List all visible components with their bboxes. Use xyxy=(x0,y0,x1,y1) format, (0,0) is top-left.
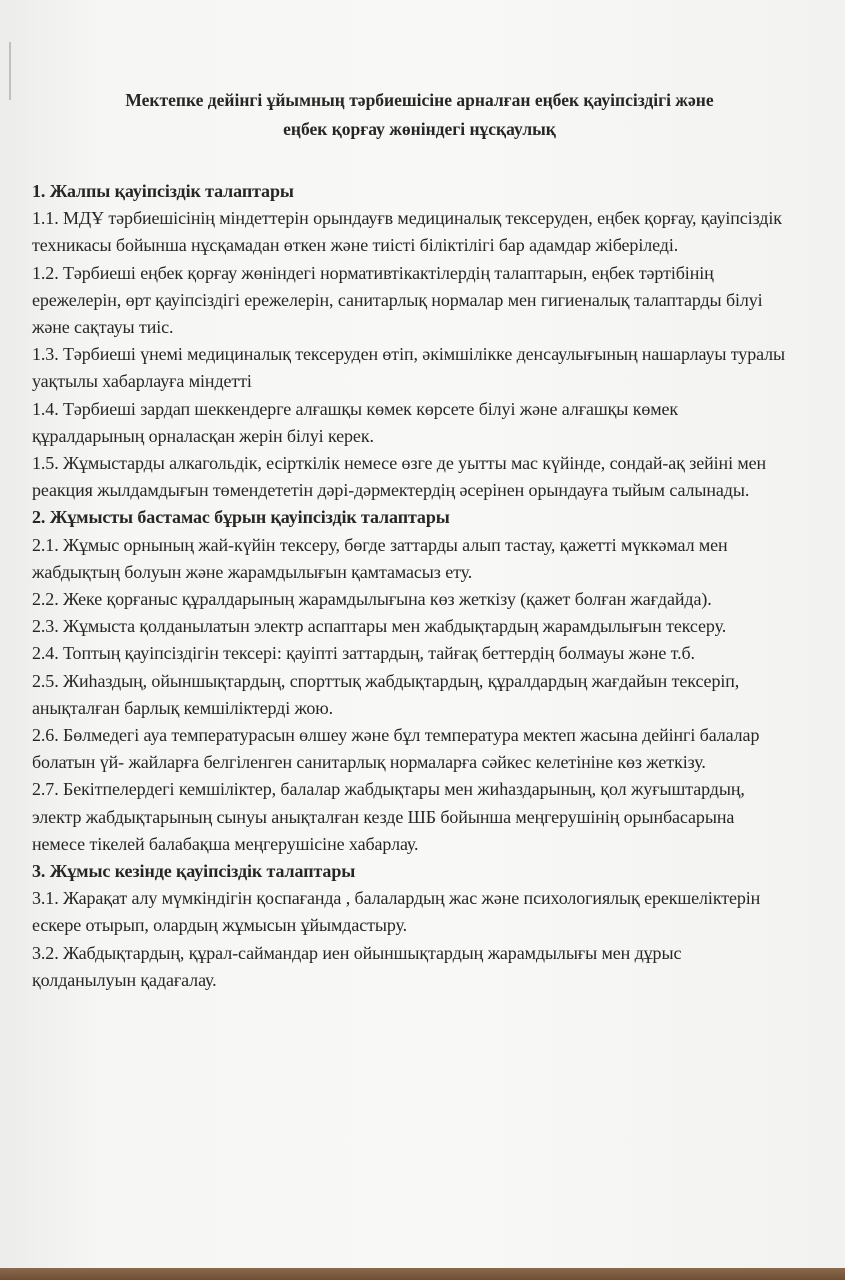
clause-2-7: 2.7. Бекітпелердегі кемшіліктер, балалар жабдықтары мен жиһаздарының, қол жуғыштардың, электр жабдықтарының сынуы анықталған кезде ШБ бойынша меңгерушінің орынбасарына немесе тікелей балабақша меңгерушісіне хабарлау. xyxy=(32,779,745,854)
clause-2-1: 2.1. Жұмыс орнының жай-күйін тексеру, бөгде заттарды алып тастау, қажетті мүккәмал мен жабдықтың болуын және жарамдылығын қамтамасыз ету. xyxy=(32,534,728,582)
clause-3-1: 3.1. Жарақат алу мүмкіндігін қоспағанда , балалардың жас және психологиялық ерекшеліктерін ескере отырып, олардың жұмысын ұйымдастыру. xyxy=(32,888,761,936)
section-heading-2: 2. Жұмысты бастамас бұрын қауіпсіздік талаптары xyxy=(32,507,450,528)
document-title xyxy=(52,86,787,144)
clause-2-5: 2.5. Жиһаздың, ойыншықтардың, спорттық жабдықтардың, құралдардың жағдайын тексеріп, анықталған барлық кемшіліктерді жою. xyxy=(32,670,740,718)
clause-3-2: 3.2. Жабдықтардың, құрал-саймандар иен ойыншықтардың жарамдылығы мен дұрыс қолданылуын қадағалау. xyxy=(32,942,682,990)
clause-2-4: 2.4. Топтың қауіпсіздігін тексері: қауіпті заттардың, тайғақ беттердің болмауы және т.б. xyxy=(32,643,695,664)
section-heading-3: 3. Жұмыс кезінде қауіпсіздік талаптары xyxy=(32,861,356,882)
clause-2-6: 2.6. Бөлмедегі ауа температурасын өлшеу және бұл температура мектеп жасына дейінгі балалар болатын үй- жайларға белгіленген санитарлық нормаларға сәйкес келетініне көз жеткізу. xyxy=(32,725,760,773)
clause-2-3: 2.3. Жұмыста қолданылатын электр аспаптары мен жабдықтардың жарамдылығын тексеру. xyxy=(32,616,727,637)
title-line-1: Мектепке дейінгі ұйымның тәрбиешісіне арналған еңбек қауіпсіздігі және xyxy=(125,90,714,110)
title-line-2: еңбек қорғау жөніндегі нұсқаулық xyxy=(283,119,556,139)
clause-2-2: 2.2. Жеке қорғаныс құралдарының жарамдылығына көз жеткізу (қажет болған жағдайда). xyxy=(32,589,712,610)
clause-1-3: 1.3. Тәрбиеші үнемі медициналық тексеруден өтіп, әкімшілікке денсаулығының нашарлауы туралы уақтылы хабарлауға міндетті xyxy=(32,344,786,392)
document-body xyxy=(32,178,787,994)
photo-bottom-edge xyxy=(0,1268,845,1280)
clause-1-1: 1.1. МДҰ тәрбиешісінің міндеттерін орындауғв медициналық тексеруден, еңбек қорғау, қауіпсіздік техникасы бойынша нұсқамадан өткен және тиісті біліктілігі бар адамдар жіберіледі. xyxy=(32,208,782,256)
clause-1-2: 1.2. Тәрбиеші еңбек қорғау жөніндегі нормативтікактілердің талаптарын, еңбек тәртібінің ережелерін, өрт қауіпсіздігі ережелерін, санитарлық нормалар мен гигиеналық талаптарды білуі және сақтауы тиіс. xyxy=(32,262,763,338)
margin-mark xyxy=(9,42,11,100)
clause-1-5: 1.5. Жұмыстарды алкагольдік, есірткілік немесе өзге де уытты мас күйінде, сондай-ақ зейіні мен реакция жылдамдығын төмендететін дәрі-дәрмектердің әсерінен орындауға тыйым салынады. xyxy=(32,453,767,501)
section-heading-1: 1. Жалпы қауіпсіздік талаптары xyxy=(32,181,294,201)
clause-1-4: 1.4. Тәрбиеші зардап шеккендерге алғашқы көмек көрсете білуі және алғашқы көмек құралдарының орналасқан жерін білуі керек. xyxy=(32,398,679,446)
